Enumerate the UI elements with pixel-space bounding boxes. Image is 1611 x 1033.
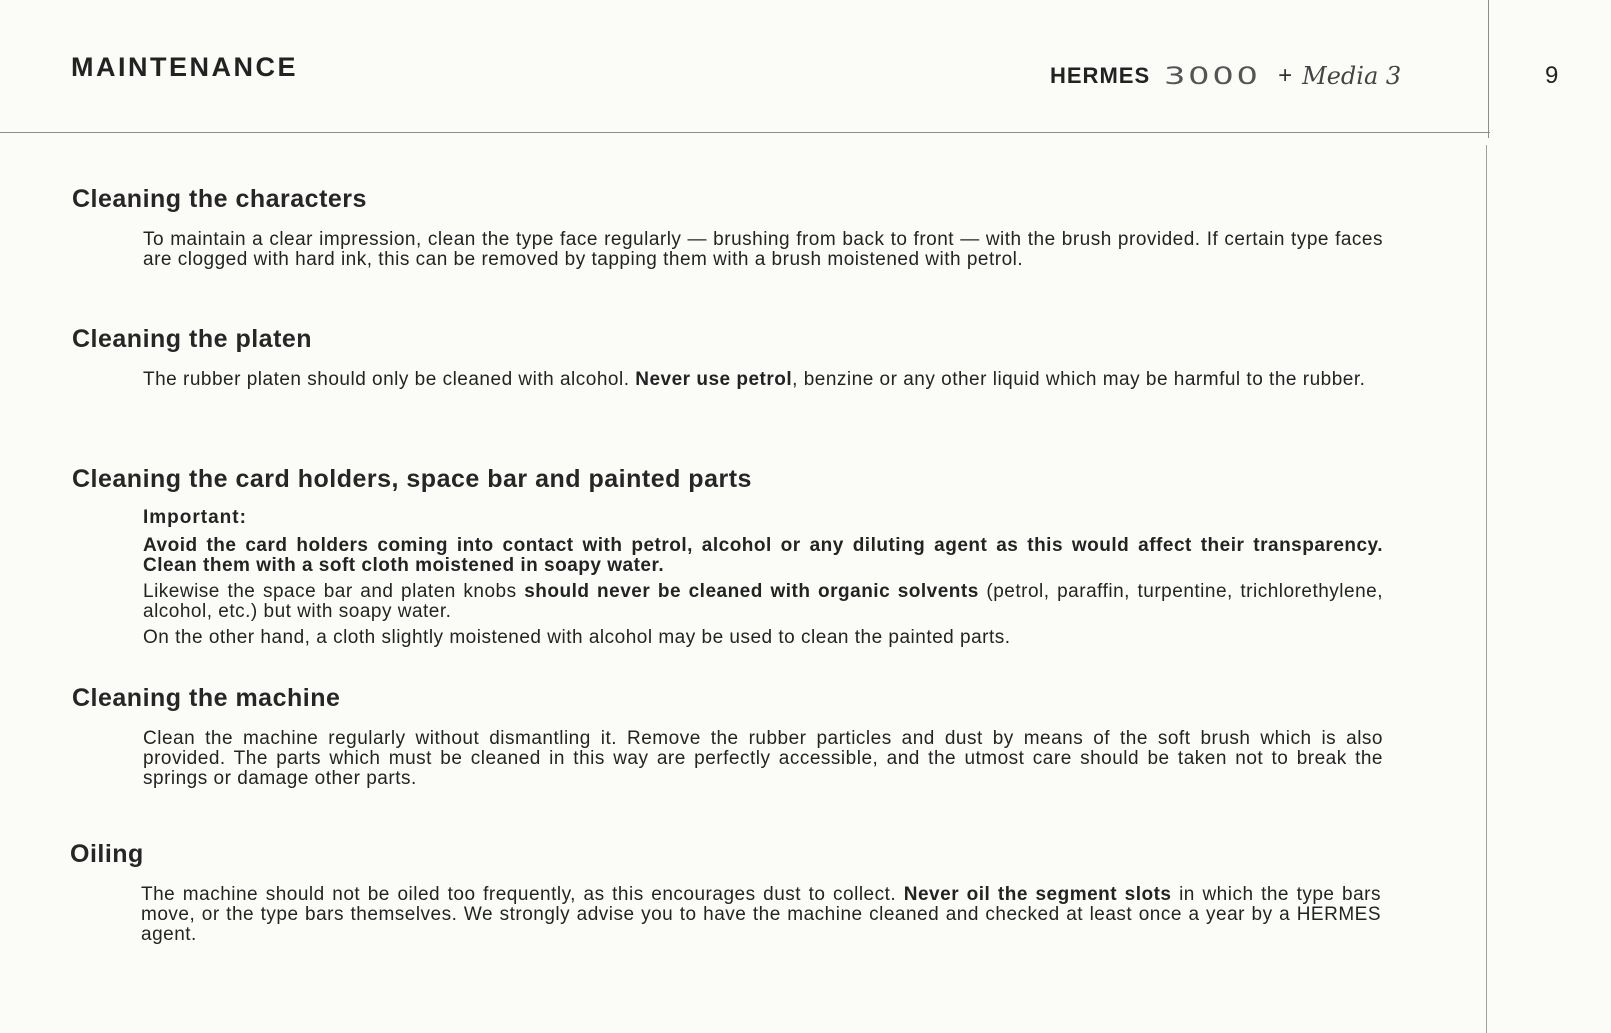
text-run: The machine should not be oiled too frequently, as this encourages dust to collect. [141, 884, 904, 905]
text-run: (petrol, paraffin, turpentine, trichlorethylene, alcohol, etc.) but with soapy water. [143, 581, 1383, 622]
section-heading: Oiling [70, 840, 144, 868]
section-heading: Cleaning the machine [72, 684, 341, 712]
body-paragraph: To maintain a clear impression, clean the type face regularly — brushing from back to front — with the brush provided. If certain type faces are clogged with hard ink, this can be removed by tapping them with a brush moistened with petrol. [143, 229, 1383, 270]
text-run: , benzine or any other liquid which may be harmful to the rubber. [792, 369, 1366, 390]
warning-paragraph: Avoid the card holders coming into contact with petrol, alcohol or any diluting agent as this would affect their transparency. Clean them with a soft cloth moistened in soapy water. [143, 535, 1383, 576]
body-paragraph [143, 370, 1383, 390]
margin-divider [1486, 145, 1487, 1033]
brand-word: HERMES [1050, 63, 1151, 88]
section-cleaning-characters [72, 185, 1392, 270]
section-heading: Cleaning the characters [72, 185, 367, 213]
section-heading: Cleaning the card holders, space bar and painted parts [72, 465, 752, 493]
text-run: The rubber platen should only be cleaned with alcohol. [143, 369, 636, 390]
emphasis-text: Never oil the segment slots [903, 884, 1172, 905]
header-divider [0, 132, 1490, 133]
section-heading: Cleaning the platen [72, 325, 313, 353]
margin-divider-top [1488, 0, 1489, 138]
emphasis-text: Never use petrol [635, 369, 793, 390]
body-paragraph [141, 885, 1381, 945]
brand-logo [1050, 56, 1401, 96]
emphasis-text: should never be cleaned with organic solvents [524, 581, 979, 602]
section-body [141, 885, 1381, 945]
section-body [143, 230, 1383, 270]
body-paragraph [143, 582, 1383, 622]
brand-plus: + [1278, 62, 1293, 89]
page-number: 9 [1545, 62, 1559, 89]
brand-media: Media 3 [1302, 62, 1402, 90]
text-run: Likewise the space bar and platen knobs [143, 581, 525, 602]
section-body [143, 370, 1383, 390]
body-paragraph: Clean the machine regularly without dismantling it. Remove the rubber particles and dust by means of the soft brush which is also provided. The parts which must be cleaned in this way are perfectly accessible, and the utmost care should be taken not to break the springs or damage other parts. [143, 728, 1383, 789]
important-label: Important: [143, 507, 247, 528]
section-cleaning-card-holders [72, 465, 1392, 648]
section-cleaning-platen [72, 325, 1392, 390]
section-oiling [70, 840, 1390, 945]
section-body [143, 729, 1383, 789]
section-body [143, 508, 1383, 648]
section-cleaning-machine [72, 684, 1392, 789]
brand-model: 3000 [1164, 62, 1261, 90]
page-title: MAINTENANCE [71, 52, 298, 82]
text-run: in which the type bars move, or the type bars themselves. We strongly advise you to have the machine cleaned and checked at least once a year by a HERMES agent. [141, 884, 1382, 945]
body-paragraph: On the other hand, a cloth slightly moistened with alcohol may be used to clean the painted parts. [143, 627, 1011, 648]
